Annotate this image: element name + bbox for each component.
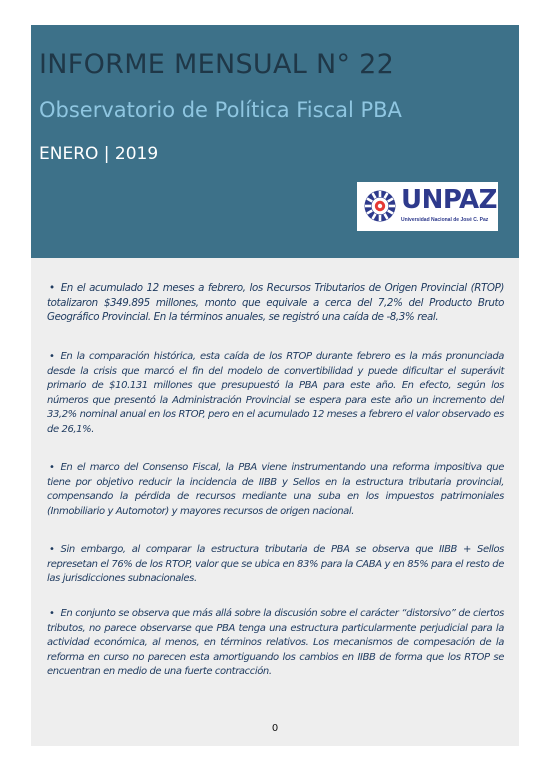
bullet-marker: • xyxy=(49,351,55,362)
bullet-marker: • xyxy=(49,462,55,473)
report-subtitle: Observatorio de Política Fiscal PBA xyxy=(39,98,402,122)
bullet-text: Sin embargo, al comparar la estructura tributaria de PBA se observa que IIBB + Sellos represetan el 76% de los RTOP, valor que se ubica en 83% para la CABA y en 85% para el resto de las jurisdicciones subnacionales. xyxy=(47,544,504,585)
bullet-item xyxy=(47,543,504,587)
report-period: ENERO | 2019 xyxy=(39,144,159,164)
unpaz-logo xyxy=(357,182,498,231)
bullet-marker: • xyxy=(49,282,55,294)
bullet-item xyxy=(47,607,504,680)
bullet-marker: • xyxy=(49,544,55,555)
logo-subtitle: Universidad Nacional de José C. Paz xyxy=(401,217,489,223)
bullet-marker: • xyxy=(49,608,55,619)
bullet-text: En el marco del Consenso Fiscal, la PBA viene instrumentando una reforma impositiva que tiene por objetivo reducir la incidencia de IIBB y Sellos en la estructura tributaria provincial, compensando la pérdida de recursos mediante una suba en los impuestos patrimoniales (Inmobiliario y Automotor) y mayores recursos de origen nacional. xyxy=(47,462,504,517)
bullet-text: En el acumulado 12 meses a febrero, los Recursos Tributarios de Origen Provincial (RTOP) totalizaron $349.895 millones, monto que equivale a cerca del 7,2% del Producto Bruto Geográfico Provincial. En la términos anuales, se registró una caída de -8,3% real. xyxy=(47,282,504,324)
bullet-item xyxy=(47,281,504,325)
report-header xyxy=(31,25,519,258)
bullet-item xyxy=(47,350,504,438)
bullet-item xyxy=(47,461,504,519)
bullet-text: En la comparación histórica, esta caída de los RTOP durante febrero es la más pronunciada desde la crisis que marcó el fin del modelo de convertibilidad y puede dificultar el superávit primario de $10.131 millones que presupuestó la PBA para este año. En efecto, según los números que presentó la Administración Provincial se espera para este año un incremento del 33,2% nominal anual en los RTOP, pero en el acumulado 12 meses a febrero el valor observado es de 26,1%. xyxy=(47,351,504,435)
summary-box xyxy=(31,258,519,746)
report-title: INFORME MENSUAL N° 22 xyxy=(39,49,395,80)
bullet-text: En conjunto se observa que más allá sobre la discusión sobre el carácter “distorsivo” de ciertos tributos, no parece observarse que PBA tenga una estructura particularmente perjudicial para la actividad económica, al menos, en términos relativos. Los mecanismos de compesación de la reforma en curso no parecen esta amortiguando los cambios en IIBB de forma que los RTOP se encuentran en medio de una fuerte contracción. xyxy=(47,608,504,678)
logo-name: UNPAZ xyxy=(401,185,498,215)
gear-logo-icon xyxy=(362,188,398,224)
page-number: 0 xyxy=(271,723,279,734)
